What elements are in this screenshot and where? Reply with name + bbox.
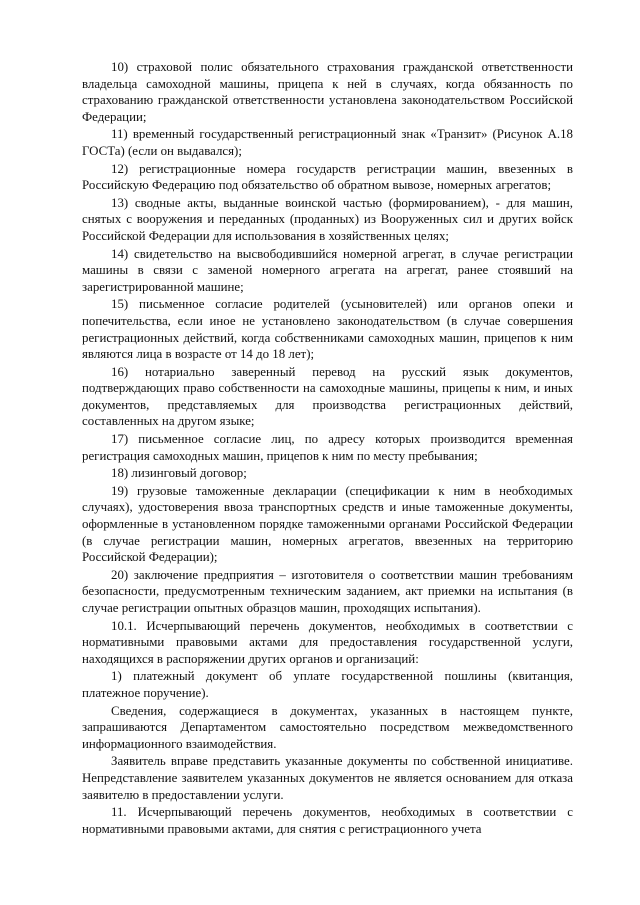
paragraph-applicant-initiative: Заявитель вправе представить указанные документы по собственной инициативе. Непредставление заявителем указанных документов не является основанием для отказа заявителю в предоставлении услуги. (82, 754, 573, 802)
paragraph-item-17-temporary-registration-consent: 17) письменное согласие лиц, по адресу которых производится временная регистрация самоходных машин, прицепов к ним по месту пребывания; (82, 432, 573, 463)
paragraph-section-11: 11. Исчерпывающий перечень документов, необходимых в соответствии с нормативными правовыми актами, для снятия с регистрационного учета (82, 805, 573, 836)
paragraph-item-1-payment-document: 1) платежный документ об уплате государственной пошлины (квитанция, платежное поручение). (82, 669, 573, 700)
paragraph-interagency-request: Сведения, содержащиеся в документах, указанных в настоящем пункте, запрашиваются Департаментом самостоятельно посредством межведомственного информационного взаимодействия. (82, 703, 573, 751)
paragraph-item-16-notarized-translation: 16) нотариально заверенный перевод на русский язык документов, подтверждающих право собственности на самоходные машины, прицепы к ним, и иных документов, представляемых для производства регистрационных действий, составленных на другом языке; (82, 364, 573, 429)
paragraph-item-13-consolidated-acts: 13) сводные акты, выданные воинской частью (формированием), - для машин, снятых с вооружения и переданных (проданных) из Вооруженных сил и других войск Российской Федерации для использования в хозяйственных целях; (82, 195, 573, 243)
paragraph-item-10-insurance: 10) страховой полис обязательного страхования гражданской ответственности владельца самоходной машины, прицепа к ней в случаях, когда обязанность по страхованию гражданской ответственности установлена законодательством Российской Федерации; (82, 60, 573, 124)
paragraph-item-12-registration-numbers: 12) регистрационные номера государств регистрации машин, ввезенных в Российскую Федерацию под обязательство об обратном вывозе, номерных агрегатов; (82, 161, 573, 193)
paragraph-item-20-manufacturer-conclusion: 20) заключение предприятия – изготовителя о соответствии машин требованиям безопасности, предусмотренным техническим заданием, акт приемки на испытания (в случае регистрации опытных образцов машин, проходящих испытания). (82, 567, 573, 615)
paragraph-item-18-leasing-agreement: 18) лизинговый договор; (111, 466, 247, 481)
paragraph-item-19-customs-declarations: 19) грузовые таможенные декларации (спецификации к ним в необходимых случаях), удостоверения ввоза транспортных средств и иные таможенные документы, оформленные в установленном порядке таможенными органами Российской Федерации (в случае регистрации машин, номерных агрегатов, ввезенных на территорию Российской Федерации); (82, 483, 573, 565)
paragraph-item-14-unit-certificate: 14) свидетельство на высвободившийся номерной агрегат, в случае регистрации машины в связи с заменой номерного агрегата на агрегат, ранее стоявший на зарегистрированной машине; (82, 246, 573, 294)
paragraph-section-10-1: 10.1. Исчерпывающий перечень документов, необходимых в соответствии с нормативными правовыми актами для предоставления государственной услуги, находящихся в распоряжении других органов и организаций: (82, 618, 573, 666)
paragraph-item-15-parental-consent: 15) письменное согласие родителей (усыновителей) или органов опеки и попечительства, если иное не установлено законодательством (в случае совершения регистрационных действий, когда собственниками самоходных машин, прицепов к ним являются лица в возрасте от 14 до 18 лет); (82, 297, 573, 362)
paragraph-item-11-transit-plate: 11) временный государственный регистрационный знак «Транзит» (Рисунок А.18 ГОСТа) (если он выдавался); (82, 127, 573, 158)
